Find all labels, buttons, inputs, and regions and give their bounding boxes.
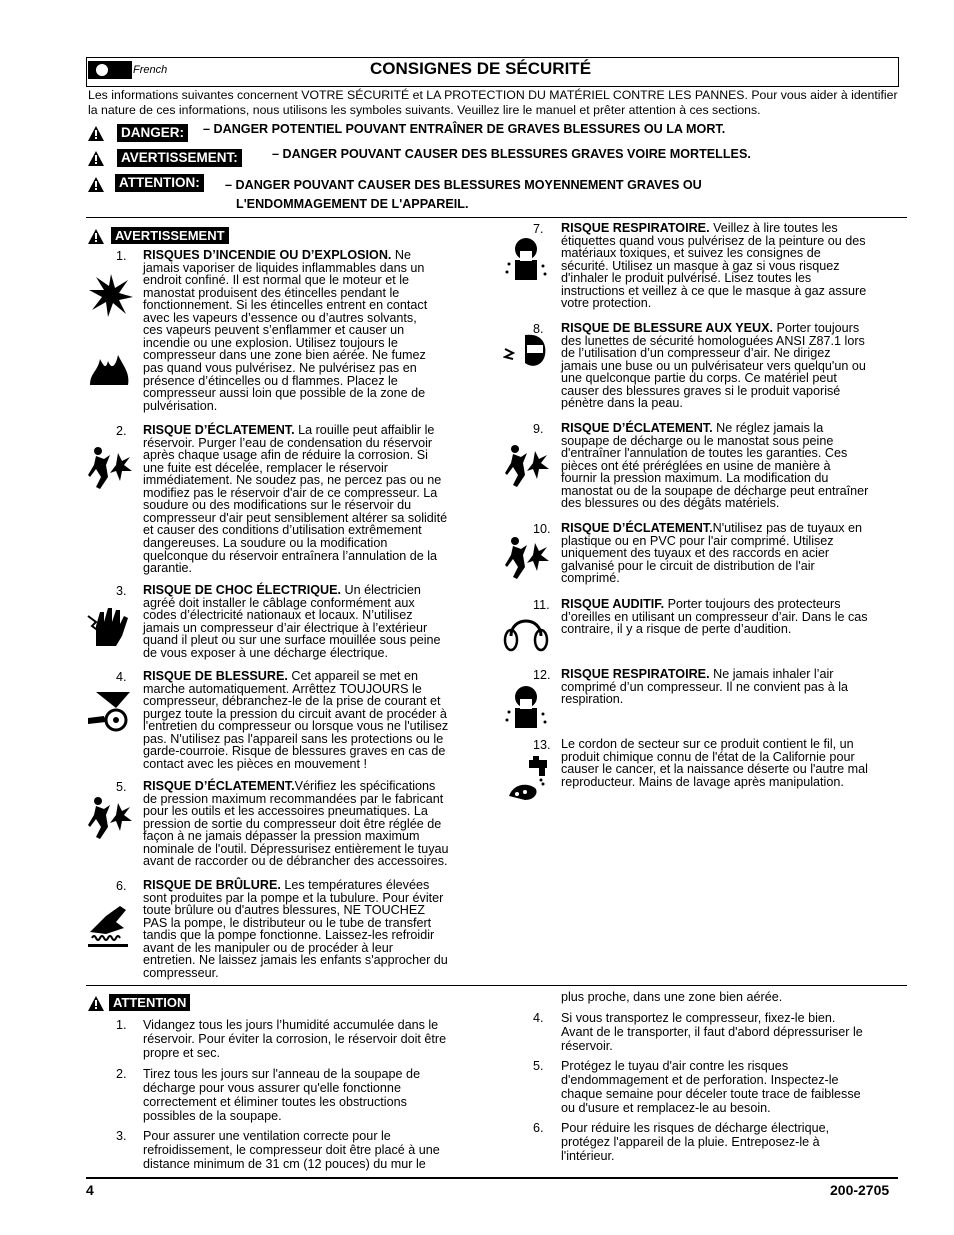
item-line: pénètre dans la peau. — [561, 396, 683, 411]
caution-line: plus proche, dans une zone bien aérée. — [561, 990, 783, 1004]
item-title: RISQUE DE BRÛLURE. — [143, 878, 281, 892]
item-first-line — [561, 322, 859, 335]
item-line: étiquettes quand vous pulvérisez de la peinture ou des — [561, 233, 866, 248]
item-line: ces vapeurs peuvent s’enflammer et causer un — [143, 323, 405, 338]
item-first-line — [561, 668, 833, 681]
item-first-line — [561, 222, 838, 235]
item-line: avant de raccorder ou de débrancher des accessoires. — [143, 854, 448, 869]
item-line: pour les outils et les accessoires pneumatiques. La — [143, 804, 428, 819]
item-line: agréé doit installer le câblage conformément aux — [143, 595, 415, 610]
explosion-icon — [88, 272, 134, 318]
item-number: 7. — [533, 222, 544, 236]
item-line: d'entraîner l'annulation de toutes les garanties. Ces — [561, 446, 848, 461]
item-line: codes d’électricité nationaux et locaux. N’utilisez — [143, 608, 413, 623]
item-text: Porter toujours des protecteurs — [664, 597, 841, 611]
danger-badge: DANGER: — [117, 124, 188, 142]
item-line: incendie ou une explosion. Utilisez toujours le — [143, 335, 398, 350]
item-line: avant de les manipuler ou de procéder à leur — [143, 940, 393, 955]
item-first-line — [561, 422, 823, 435]
item-text: Un électricien — [341, 583, 421, 597]
item-line: garantie. — [143, 561, 193, 576]
caution-line: réservoir. Pour éviter la corrosion, le réservoir doit être — [143, 1032, 447, 1046]
warning-icon — [88, 177, 104, 192]
item-line: manostat ou de la soupape de décharge peut entraîner — [561, 483, 869, 498]
hot-surface-icon — [86, 902, 132, 948]
item-line: matériaux toxiques, et suivez les consignes de — [561, 246, 821, 261]
item-number: 13. — [533, 738, 551, 752]
caution-line: Avant de le transporter, il faut d'abord dépressuriser le — [561, 1025, 863, 1039]
item-first-line — [143, 879, 429, 892]
item-line: tandis que la pompe fonctionne. Laissez-les refroidir — [143, 928, 435, 943]
footer-rule — [86, 1177, 898, 1179]
respirator-icon — [503, 236, 549, 282]
caution-line: distance minimum de 31 cm (12 pouces) du mur le — [143, 1157, 426, 1171]
item-line: immédiatement. Ne soudez pas, ne percez pas ou ne — [143, 473, 442, 488]
item-line: pression de sortie du compresseur doit être réglée de — [143, 816, 442, 831]
item-line: pas. N'utilisez pas l'appareil sans les protections ou le — [143, 731, 444, 746]
burst-icon — [503, 443, 549, 489]
item-line: d'inhaler le produit pulvérisé. Lisez toutes les — [561, 271, 812, 286]
item-line: marche automatiquement. Arrêttez TOUJOURS le — [143, 681, 422, 696]
item-number: 2. — [116, 424, 127, 438]
item-first-line — [143, 584, 421, 597]
item-line: garde-courroie. Risque de blessures graves en cas de — [143, 744, 446, 759]
item-first-line — [143, 424, 434, 437]
item-line: fournir la pression maximum. La modification du — [561, 471, 829, 486]
hand-washing-icon — [505, 756, 551, 802]
item-line: des lunettes de sécurité homologuées ANSI Z87.1 lors — [561, 333, 865, 348]
item-line: de l’utilisation d’un compresseur d’air. Ne dirigez — [561, 346, 831, 361]
item-line: présence d’étincelles ou d flammes. Placez le — [143, 373, 398, 388]
item-line: comprimé d’un compresseur. Il ne convient pas à la — [561, 679, 848, 694]
item-first-line — [143, 670, 418, 683]
item-text: Veillez à lire toutes les — [709, 221, 838, 235]
item-title: RISQUE D’ÉCLATEMENT. — [143, 779, 295, 793]
item-title: RISQUE DE CHOC ÉLECTRIQUE. — [143, 583, 342, 597]
item-line: galvanisé pour le circuit de distribution de l'air — [561, 558, 815, 573]
item-line: instructions et veillez à ce que le masque à gaz assure — [561, 283, 867, 298]
item-text: Les températures élevées — [280, 878, 430, 892]
language-label: French — [133, 64, 168, 76]
caution-number: 1. — [116, 1018, 127, 1032]
item-line: l'entretien du compresseur ou lorsque vous ne l'utilisez — [143, 719, 449, 734]
caution-badge: ATTENTION: — [115, 174, 204, 192]
item-line: uniquement des tuyaux et des raccords en acier — [561, 546, 830, 561]
warning-icon — [88, 126, 104, 141]
item-text: Porter toujours — [773, 321, 860, 335]
item-line: contact avec les pièces en mouvement ! — [143, 756, 368, 771]
electric-hand-icon — [86, 602, 132, 648]
item-line: quelconque du réservoir entraînera l’annulation de la — [143, 548, 438, 563]
item-line: soudure ou des modifications sur le réservoir du — [143, 498, 412, 513]
item-line: sont produites par la pompe et la tubulure. Pour éviter — [143, 890, 444, 905]
caution-line: protégez l'appareil de la pluie. Entreposez-le à — [561, 1135, 820, 1149]
caution-line: Pour réduire les risques de décharge électrique, — [561, 1121, 830, 1135]
item-line: compresseur d'air peut sensiblement altérer sa solidité — [143, 510, 448, 525]
danger-text: – DANGER POTENTIEL POUVANT ENTRAÎNER DE GRAVES BLESSURES OU LA MORT. — [203, 122, 726, 136]
item-line: reproducteur. Mains de lavage après manipulation. — [561, 774, 844, 789]
avertissement-badge: AVERTISSEMENT — [111, 227, 229, 244]
item-line: avec les vapeurs d’essence ou d’autres solvants, — [143, 310, 417, 325]
entanglement-icon — [86, 688, 132, 734]
item-line: manostat produisent des étincelles pendant le — [143, 285, 400, 300]
item-text: Cet appareil se met en — [287, 669, 419, 683]
attention-badge: ATTENTION — [109, 994, 190, 1011]
page-title: CONSIGNES DE SÉCURITÉ — [370, 59, 592, 78]
caution-line: Protégez le tuyau d'air contre les risques — [561, 1059, 789, 1073]
item-line: pas quand vous pulvérisez. Ne pulvérisez pas en — [143, 360, 417, 375]
caution-line: Pour assurer une ventilation correcte pour le — [143, 1129, 391, 1143]
item-number: 5. — [116, 780, 127, 794]
item-title: RISQUE DE BLESSURE AUX YEUX. — [561, 321, 774, 335]
item-line: dangereuses. La soudure ou la modification — [143, 535, 388, 550]
caution-line: d'endommagement et de perforation. Inspectez-le — [561, 1073, 839, 1087]
item-line: votre protection. — [561, 296, 652, 311]
item-number: 11. — [533, 598, 550, 612]
item-line: des blessures ou des dégâts matériels. — [561, 496, 780, 511]
warning-icon — [88, 229, 104, 244]
item-line: de pression maximum recommandées par le fabricant — [143, 791, 444, 806]
item-text: N'utilisez pas de tuyaux en — [712, 521, 863, 535]
item-title: RISQUE RESPIRATOIRE. — [561, 221, 710, 235]
item-line: d’oreilles en utilisant un compresseur d’air. Dans le cas — [561, 609, 868, 624]
item-line: comprimé. — [561, 571, 620, 586]
item-line: après chaque usage afin de réduire la corrosion. Si — [143, 448, 428, 463]
item-title: RISQUE RESPIRATOIRE. — [561, 667, 710, 681]
respirator-icon — [503, 684, 549, 730]
burst-icon — [86, 445, 132, 491]
item-number: 1. — [116, 249, 127, 263]
item-line: soupape de décharge ou le manostat sous peine — [561, 433, 834, 448]
item-text: Le cordon de secteur sur ce produit contient le fil, un — [561, 737, 854, 751]
item-number: 10. — [533, 522, 551, 536]
document-number: 200-2705 — [830, 1182, 890, 1198]
item-number: 3. — [116, 584, 127, 598]
item-line: compresseur aussi loin que possible de la zone de — [143, 386, 426, 401]
caution-number: 3. — [116, 1129, 127, 1143]
warning-badge: AVERTISSEMENT: — [117, 149, 242, 167]
item-text: Ne — [391, 248, 412, 262]
caution-text-2: L'ENDOMMAGEMENT DE L'APPAREIL. — [236, 197, 469, 211]
language-tab — [88, 61, 132, 79]
item-line: purgez toute la pression du circuit avant de procéder à — [143, 706, 447, 721]
item-line: nominale de l'outil. Dépressurisez entièrement le tuyau — [143, 841, 449, 856]
item-line: respiration. — [561, 692, 624, 707]
caution-line: Tirez tous les jours sur l'anneau de la soupape de — [143, 1067, 421, 1081]
item-title: RISQUE D’ÉCLATEMENT. — [561, 421, 713, 435]
item-title: RISQUES D’INCENDIE OU D’EXPLOSION. — [143, 248, 392, 262]
intro-text: Les informations suivantes concernent VOTRE SÉCURITÉ et LA PROTECTION DU MATÉRIEL CONTRE LES PANNES. Pour vous aider à identifier la nature de ces informations, nous utilisons les symboles suivants. Veuillez lire le manuel et prêter attention à ces sections. — [88, 88, 898, 117]
item-text: La rouille peut affaiblir le — [294, 423, 435, 437]
caution-line: correctement et éliminer toutes les obstructions — [143, 1095, 407, 1109]
divider — [86, 985, 907, 986]
item-line: une quelconque partie du corps. Ce matériel peut — [561, 371, 837, 386]
item-line: causer des blessures graves si le produit vaporisé — [561, 383, 841, 398]
item-number: 4. — [116, 670, 127, 684]
item-line: façon à ne jamais dépasser la pression maximum — [143, 829, 420, 844]
caution-text: – DANGER POUVANT CAUSER DES BLESSURES MOYENNEMENT GRAVES OU — [225, 178, 702, 192]
item-line: endroit confiné. Il est normal que le moteur et le — [143, 273, 410, 288]
caution-line: chaque semaine pour déceler toute trace de faiblesse — [561, 1087, 861, 1101]
ear-protection-icon — [503, 610, 549, 656]
burst-icon — [503, 535, 549, 581]
item-first-line — [561, 522, 862, 535]
item-line: une fuite est décelée, remplacer le réservoir — [143, 460, 389, 475]
item-line: fonctionnement. Si les étincelles entrent en contact — [143, 298, 428, 313]
item-first-line — [143, 780, 435, 793]
item-first-line — [561, 598, 841, 611]
caution-line: l'intérieur. — [561, 1149, 615, 1163]
item-line: jamais un compresseur d’air électrique à l’extérieur — [143, 620, 428, 635]
item-line: toute brûlure ou d'autres blessures, NE TOUCHEZ — [143, 903, 425, 918]
caution-line: réservoir. — [561, 1039, 613, 1053]
item-number: 6. — [116, 879, 127, 893]
page-number: 4 — [86, 1182, 94, 1198]
item-line: jamais vaporiser de liquides inflammables dans un — [143, 260, 425, 275]
caution-line: Si vous transportez le compresseur, fixez-le bien. — [561, 1011, 836, 1025]
item-line: produit chimique connu de l'état de la Californie pour — [561, 749, 855, 764]
item-line: pulvérisation. — [143, 398, 218, 413]
item-text: Ne réglez jamais la — [712, 421, 824, 435]
language-tab-icon — [88, 61, 132, 79]
warning-icon — [88, 996, 104, 1011]
item-line: entretien. Ne laissez jamais les enfants s'approcher du — [143, 953, 448, 968]
caution-number: 6. — [533, 1121, 544, 1135]
item-line: jamais une buse ou un pulvérisateur vers quelqu'un ou — [561, 358, 866, 373]
eye-protection-icon — [503, 329, 549, 375]
item-line: PAS la pompe, le distributeur ou le tube de transfert — [143, 915, 432, 930]
item-title: RISQUE DE BLESSURE. — [143, 669, 288, 683]
item-title: RISQUE AUDITIF. — [561, 597, 665, 611]
item-line: contraire, il y a risque de perte d’audition. — [561, 622, 792, 637]
warning-text: – DANGER POUVANT CAUSER DES BLESSURES GRAVES VOIRE MORTELLES. — [272, 147, 751, 161]
caution-line: refroidissement, le compresseur doit être placé à une — [143, 1143, 440, 1157]
item-number: 9. — [533, 422, 544, 436]
fire-icon — [86, 345, 132, 391]
caution-line: propre et sec. — [143, 1046, 221, 1060]
caution-number: 4. — [533, 1011, 544, 1025]
burst-icon — [86, 795, 132, 841]
item-line: plastique ou en PVC pour l'air comprimé. Utilisez — [561, 533, 834, 548]
divider — [86, 217, 907, 218]
caution-number: 5. — [533, 1059, 544, 1073]
item-title: RISQUE D’ÉCLATEMENT. — [561, 521, 713, 535]
item-line: quand il pleut ou sur une surface mouillée sous peine — [143, 633, 441, 648]
item-first-line — [561, 738, 854, 751]
item-text: Ne jamais inhaler l’air — [709, 667, 834, 681]
item-title: RISQUE D’ÉCLATEMENT. — [143, 423, 295, 437]
item-number: 12. — [533, 668, 551, 682]
item-line: et causer des conditions d’utilisation extrêmement — [143, 523, 422, 538]
caution-line: ou d'usure et remplacez-le au besoin. — [561, 1101, 771, 1115]
item-line: réservoir. Purger l’eau de condensation du réservoir — [143, 435, 433, 450]
caution-line: Vidangez tous les jours l’humidité accumulée dans le — [143, 1018, 439, 1032]
item-line: pièces ont été préréglées en usine de manière à — [561, 458, 831, 473]
item-line: de vous exposer à une décharge électrique. — [143, 645, 389, 660]
caution-line: décharge pour vous assurer qu'elle fonctionne — [143, 1081, 401, 1095]
item-line: compresseur dans une zone bien aérée. Ne fumez — [143, 348, 426, 363]
item-line: sécurité. Utilisez un masque à gaz si vous risquez — [561, 258, 840, 273]
item-line: compresseur. — [143, 965, 219, 980]
item-line: causer le cancer, et la naissance déserte ou l'autre mal — [561, 762, 868, 777]
caution-line: possibles de la soupape. — [143, 1109, 282, 1123]
item-text: Vérifiez les spécifications — [294, 779, 436, 793]
item-number: 8. — [533, 322, 544, 336]
caution-number: 2. — [116, 1067, 127, 1081]
item-first-line — [143, 249, 411, 262]
item-line: modifiez pas le réservoir d'air de ce compresseur. La — [143, 485, 438, 500]
warning-icon — [88, 151, 104, 166]
item-line: compresseur, débranchez-le de la prise de courant et — [143, 694, 441, 709]
